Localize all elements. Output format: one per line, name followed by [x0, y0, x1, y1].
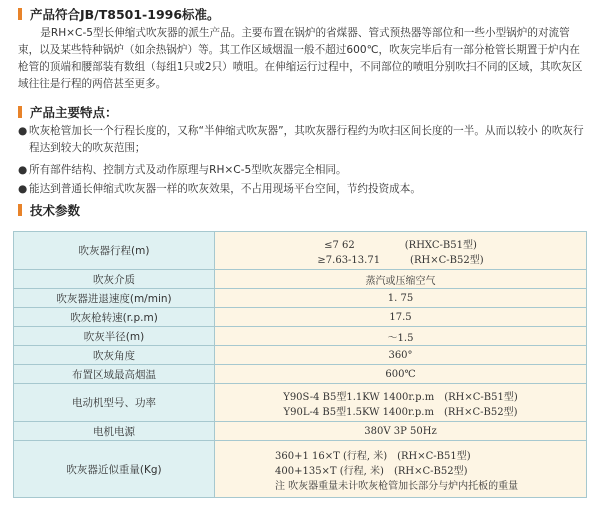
section-title-standard	[18, 6, 220, 22]
row-value: 1. 75	[215, 289, 587, 308]
row-label: 吹灰器近似重量(Kg)	[14, 441, 215, 498]
table-row	[14, 327, 587, 346]
table-row	[14, 308, 587, 327]
table-row	[14, 441, 587, 498]
table-row	[14, 384, 587, 422]
bullet-icon: ●	[18, 183, 28, 195]
row-label: 吹灰半径(m)	[14, 327, 215, 346]
row-label: 吹灰器进退速度(m/min)	[14, 289, 215, 308]
section-title-standard-text: 产品符合JB/T8501-1996标准。	[30, 7, 220, 22]
bullet-icon: ●	[18, 125, 28, 137]
table-row	[14, 422, 587, 441]
value-line: 注 吹灰器重量未计吹灰枪管加长部分与炉内托板的重量	[275, 480, 519, 492]
row-label: 吹灰角度	[14, 346, 215, 365]
row-label: 吹灰介质	[14, 270, 215, 289]
feature-item-text: 所有部件结构、控制方式及动作原理与RH×C-5型吹灰器完全相同。	[29, 164, 347, 176]
table-row	[14, 270, 587, 289]
value-line: 360+1 16×T (行程, 米) (RH×C-B51型)	[275, 450, 471, 462]
section-marker	[18, 106, 22, 118]
feature-item-3	[18, 181, 586, 198]
feature-item-1	[18, 123, 586, 157]
feature-item-text: 能达到普通长伸缩式吹灰器一样的吹灰效果，不占用现场平台空间，节约投资成本。	[29, 183, 421, 195]
table-row	[14, 365, 587, 384]
feature-item-2	[18, 162, 586, 179]
section-marker	[18, 8, 22, 20]
section-title-features	[18, 104, 118, 120]
intro-paragraph: 是RH×C-5型长伸缩式吹灰器的派生产品。主要布置在锅炉的省煤器、管式预热器等部位和一些小型锅炉的对流管束，以及某些特种锅炉（如余热锅炉）等。其工作区域烟温一般不超过600℃，吹灰完毕后有一部分枪管长期置于炉内在枪管的顶端和腰部装有数组（每组1只或2只）喷咀。在伸缩运行过程中，不同部位的喷咀分别吹扫不同的区域，其吹灰区域往往是行程的两倍甚至更多。	[18, 27, 583, 90]
value-line: 400+135×T (行程, 米) (RH×C-B52型)	[275, 465, 468, 477]
row-label: 电机电源	[14, 422, 215, 441]
value-line: Y90S-4 B5型1.1KW 1400r.p.m (RH×C-B51型)	[283, 391, 518, 403]
row-value	[215, 232, 587, 270]
row-label: 吹灰枪转速(r.p.m)	[14, 308, 215, 327]
row-value: 360°	[215, 346, 587, 365]
table-row	[14, 232, 587, 270]
table-row	[14, 289, 587, 308]
row-value: ～1.5	[215, 327, 587, 346]
row-value: 蒸汽或压缩空气	[215, 270, 587, 289]
row-label: 布置区域最高烟温	[14, 365, 215, 384]
row-value	[215, 441, 587, 498]
row-value: 380V 3P 50Hz	[215, 422, 587, 441]
row-label: 吹灰器行程(m)	[14, 232, 215, 270]
bullet-icon: ●	[18, 164, 28, 176]
value-line: ≤7 62 (RHXC-B51型)	[324, 239, 477, 251]
row-label: 电动机型号、功率	[14, 384, 215, 422]
section-title-features-text: 产品主要特点：	[30, 105, 118, 120]
row-value	[215, 384, 587, 422]
section-title-tech	[18, 202, 80, 218]
row-value: 17.5	[215, 308, 587, 327]
value-line: Y90L-4 B5型1.5KW 1400r.p.m (RH×C-B52型)	[283, 406, 518, 418]
section-marker	[18, 204, 22, 216]
feature-item-text: 吹灰枪管加长一个行程长度的，又称“半伸缩式吹灰器”，其吹灰器行程约为吹扫区间长度的一半。从而以较小 的吹灰行程达到较大的吹灰范围；	[29, 125, 584, 154]
spec-table	[13, 231, 587, 498]
table-row	[14, 346, 587, 365]
row-value: 600℃	[215, 365, 587, 384]
value-line: ≥7.63-13.71 (RH×C-B52型)	[317, 254, 484, 266]
section-title-tech-text: 技术参数	[30, 203, 81, 218]
